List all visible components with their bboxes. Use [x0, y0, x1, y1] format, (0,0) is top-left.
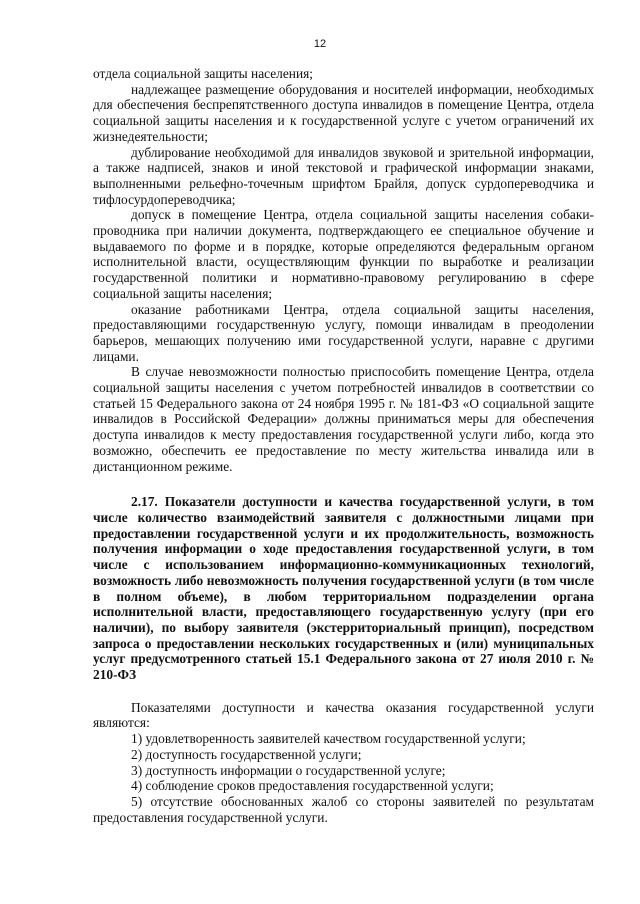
section-intro: Показателями доступности и качества оказания государственной услуги являются: — [93, 699, 594, 731]
page-content — [93, 66, 594, 825]
page-number: 12 — [313, 38, 327, 50]
indicator-list — [93, 731, 594, 825]
list-item: 3) доступность информации о государственной услуге; — [131, 762, 446, 778]
paragraph-equipment: надлежащее размещение оборудования и носителей информации, необходимых для обеспечения беспрепятственного доступа инвалидов в помещение Центра, отдела социальной защиты населения и к государственной услуге с учетом ограничений их жизнедеятельности; — [93, 81, 594, 144]
paragraph-impossibility: В случае невозможности полностью приспособить помещение Центра, отдела социальной защиты населения с учетом потребностей инвалидов в соответствии со статьей 15 Федерального закона от 24 ноября 1995 г. № 181-ФЗ «О социальной защите инвалидов в Российской Федерации» должны приниматься меры для обеспечения доступа инвалидов к месту предоставления государственной услуги либо, когда это возможно, обеспечить ее предоставление по месту жительства инвалида или в дистанционном режиме. — [93, 364, 594, 474]
list-item: 4) соблюдение сроков предоставления государственной услуги; — [131, 778, 494, 794]
list-item: 1) удовлетворенность заявителей качеством государственной услуги; — [131, 731, 526, 747]
paragraph-continuation: отдела социальной защиты населения; — [93, 66, 314, 81]
paragraph-duplication: дублирование необходимой для инвалидов звуковой и зрительной информации, а также надписей, знаков и иной текстовой и графической информации знаками, выполненными рельефно-точечным шрифтом Брайля, допуск сурдопереводчика и тифлосурдопереводчика; — [93, 144, 594, 207]
paragraph-guide-dog: допуск в помещение Центра, отдела социальной защиты населения собаки-проводника при наличии документа, подтверждающего ее специальное обучение и выдаваемого по форме и в порядке, которые определяются федеральным органом исполнительной власти, осуществляющим функции по выработке и реализации государственной политики и нормативно-правовому регулированию в сфере социальной защиты населения; — [93, 207, 594, 301]
list-item: 2) доступность государственной услуги; — [131, 746, 362, 762]
list-item: 5) отсутствие обоснованных жалоб со стороны заявителей по результатам предоставления государственной услуги. — [93, 793, 594, 825]
paragraph-assistance: оказание работниками Центра, отдела социальной защиты населения, предоставляющими государственную услугу, помощи инвалидам в преодолении барьеров, мешающих получению ими государственной услуги, наравне с другими лицами. — [93, 301, 594, 364]
section-heading: 2.17. Показатели доступности и качества государственной услуги, в том числе количество взаимодействий заявителя с должностными лицами при предоставлении государственной услуги и их продолжительность, возможность получения информации о ходе предоставления государственной услуги, в том числе с использованием информационно-коммуникационных технологий, возможность либо невозможность получения государственной услуги (в том числе в полном объеме), в любом территориальном подразделении органа исполнительной власти, предоставляющего государственную услугу (при его наличии), по выбору заявителя (экстерриториальный принцип), посредством запроса о предоставлении нескольких государственных и (или) муниципальных услуг предусмотренного статьей 15.1 Федерального закона от 27 июля 2010 г. № 210-ФЗ — [93, 494, 594, 683]
